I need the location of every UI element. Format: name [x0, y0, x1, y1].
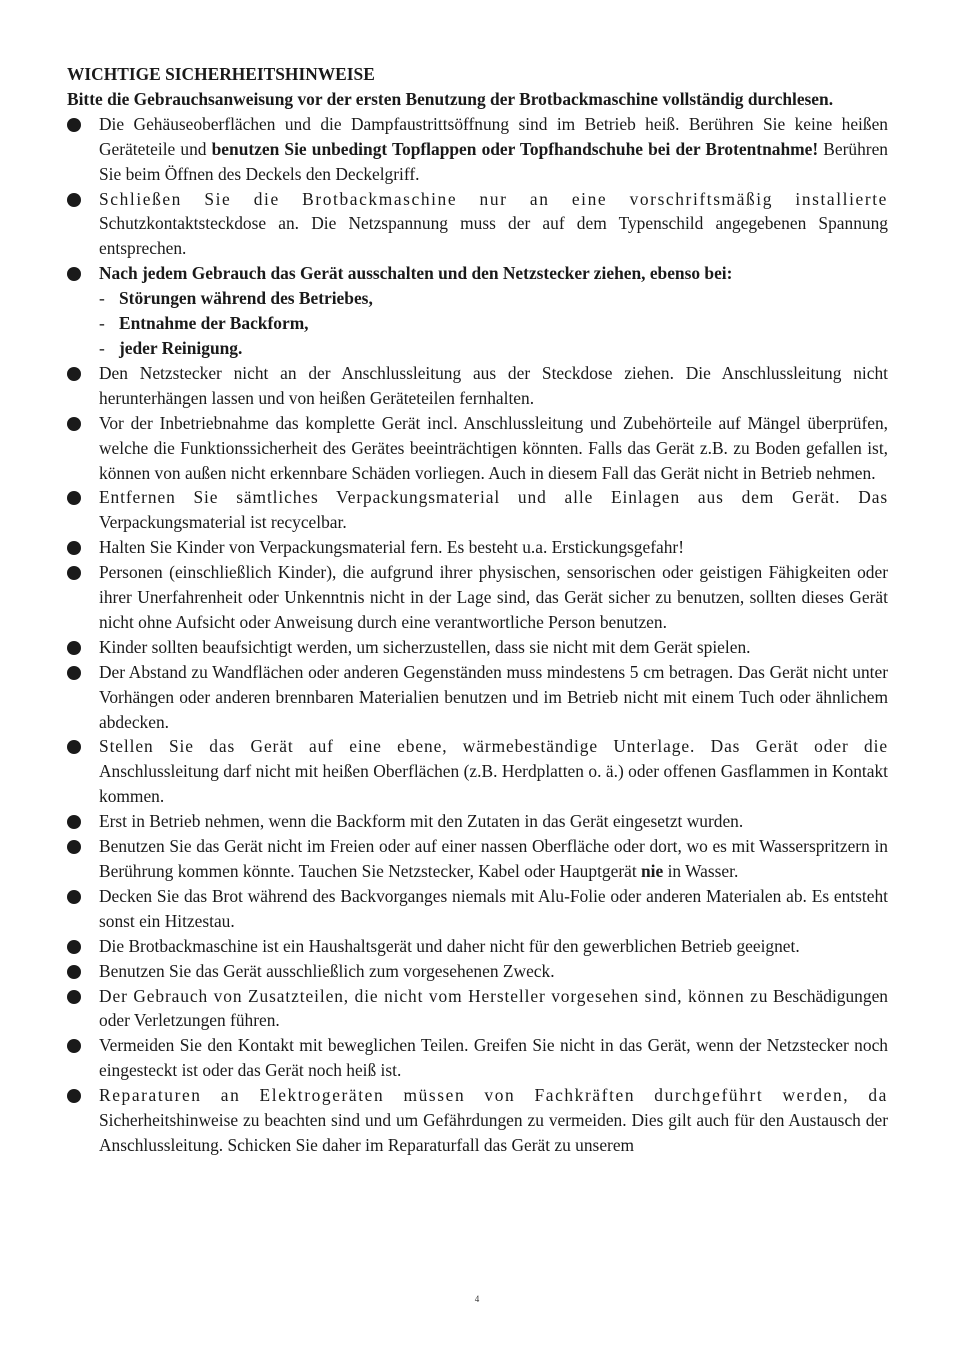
list-item: Erst in Betrieb nehmen, wenn die Backform mit den Zutaten in das Gerät eingesetzt wurden.: [67, 809, 888, 834]
list-item: Nach jedem Gebrauch das Gerät ausschalten und den Netzstecker ziehen, ebenso bei: - Störungen während des Betriebes, - Entnahme der Backform, - jeder Reinigung.: [67, 261, 888, 361]
sub-item: - Entnahme der Backform,: [99, 313, 309, 334]
list-item: Der Gebrauch von Zusatzteilen, die nicht vom Hersteller vorgesehen sind, können zu Beschädigungen oder Verletzungen führen.: [67, 984, 888, 1034]
list-item: Decken Sie das Brot während des Backvorganges niemals mit Alu-Folie oder anderen Materialen ab. Es entsteht sonst ein Hitzestau.: [67, 884, 888, 934]
sub-item: - Störungen während des Betriebes,: [99, 288, 373, 309]
bullet-icon: [67, 666, 81, 680]
bullet-icon: [67, 267, 81, 281]
sub-item: - jeder Reinigung.: [99, 337, 243, 358]
list-item: Entfernen Sie sämtliches Verpackungsmaterial und alle Einlagen aus dem Gerät. Das Verpackungsmaterial ist recycelbar.: [67, 485, 888, 535]
list-item: Benutzen Sie das Gerät ausschließlich zum vorgesehenen Zweck.: [67, 959, 888, 984]
bullet-icon: [67, 193, 81, 207]
bullet-icon: [67, 890, 81, 904]
bullet-icon: [67, 1089, 81, 1103]
list-item: Schließen Sie die Brotbackmaschine nur an eine vorschriftsmäßig installierte Schutzkontaktsteckdose an. Die Netzspannung muss der auf dem Typenschild angegebenen Spannung entsprechen.: [67, 187, 888, 262]
list-item: Kinder sollten beaufsichtigt werden, um sicherzustellen, dass sie nicht mit dem Gerät spielen.: [67, 635, 888, 660]
bullet-icon: [67, 566, 81, 580]
bullet-icon: [67, 641, 81, 655]
bullet-icon: [67, 541, 81, 555]
page-number: 4: [474, 1294, 480, 1304]
bullet-icon: [67, 118, 81, 132]
section-heading: WICHTIGE SICHERHEITSHINWEISE: [67, 64, 375, 84]
list-item: Stellen Sie das Gerät auf eine ebene, wärmebeständige Unterlage. Das Gerät oder die Anschlussleitung darf nicht mit heißen Oberflächen (z.B. Herdplatten o. ä.) oder offenen Gasflammen in Kontakt kommen.: [67, 734, 888, 809]
list-item: Die Brotbackmaschine ist ein Haushaltsgerät und daher nicht für den gewerblichen Betrieb geeignet.: [67, 934, 888, 959]
bullet-icon: [67, 815, 81, 829]
list-item: Vor der Inbetriebnahme das komplette Gerät incl. Anschlussleitung und Zubehörteile auf Mängel überprüfen, welche die Funktionssicherheit des Gerätes beeinträchtigen könnten. Falls das Gerät z.B. zu Boden gefallen ist, können von außen nicht erkennbare Schäden vorliegen. Auch in diesem Fall das Gerät nicht in Betrieb nehmen.: [67, 411, 888, 486]
list-item: Der Abstand zu Wandflächen oder anderen Gegenständen muss mindestens 5 cm betragen. Das Gerät nicht unter Vorhängen oder anderen brennbaren Materialien benutzen und im Betrieb nicht mit einem Tuch oder ähnlichem abdecken.: [67, 660, 888, 735]
safety-list: [67, 112, 888, 1158]
list-item: Personen (einschließlich Kinder), die aufgrund ihrer physischen, sensorischen oder geistigen Fähigkeiten oder ihrer Unerfahrenheit oder Unkenntnis nicht in der Lage sind, das Gerät sicher zu benutzen, sollten dieses Gerät nicht ohne Aufsicht oder Anweisung durch eine verantwortliche Person benutzen.: [67, 560, 888, 635]
list-item: Vermeiden Sie den Kontakt mit beweglichen Teilen. Greifen Sie nicht in das Gerät, wenn der Netzstecker noch eingesteckt ist oder das Gerät noch heiß ist.: [67, 1033, 888, 1083]
list-item: Halten Sie Kinder von Verpackungsmaterial fern. Es besteht u.a. Erstickungsgefahr!: [67, 535, 888, 560]
bullet-icon: [67, 1039, 81, 1053]
bullet-icon: [67, 491, 81, 505]
list-item: Benutzen Sie das Gerät nicht im Freien oder auf einer nassen Oberfläche oder dort, wo es mit Wasserspritzern in Berührung kommen könnte. Tauchen Sie Netzstecker, Kabel oder Hauptgerät nie in Wasser.: [67, 834, 888, 884]
intro-text: Bitte die Gebrauchsanweisung vor der ersten Benutzung der Brotbackmaschine vollständig durchlesen.: [67, 88, 834, 109]
list-item: Den Netzstecker nicht an der Anschlussleitung aus der Steckdose ziehen. Die Anschlussleitung nicht herunterhängen lassen und von heißen Geräteteilen fernhalten.: [67, 361, 888, 411]
document-page: [67, 62, 888, 1158]
bullet-icon: [67, 417, 81, 431]
bullet-icon: [67, 367, 81, 381]
bullet-icon: [67, 940, 81, 954]
bullet-icon: [67, 990, 81, 1004]
list-item: Die Gehäuseoberflächen und die Dampfaustrittsöffnung sind im Betrieb heiß. Berühren Sie keine heißen Geräteteile und benutzen Sie unbedingt Topflappen oder Topfhandschuhe bei der Brotentnahme! Berühren Sie beim Öffnen des Deckels den Deckelgriff.: [67, 112, 888, 187]
list-item: Reparaturen an Elektrogeräten müssen von Fachkräften durchgeführt werden, da Sicherheitshinweise zu beachten sind und um Gefährdungen zu vermeiden. Dies gilt auch für den Austausch der Anschlussleitung. Schicken Sie daher im Reparaturfall das Gerät zu unserem: [67, 1083, 888, 1158]
bullet-icon: [67, 840, 81, 854]
bullet-icon: [67, 965, 81, 979]
bullet-icon: [67, 740, 81, 754]
